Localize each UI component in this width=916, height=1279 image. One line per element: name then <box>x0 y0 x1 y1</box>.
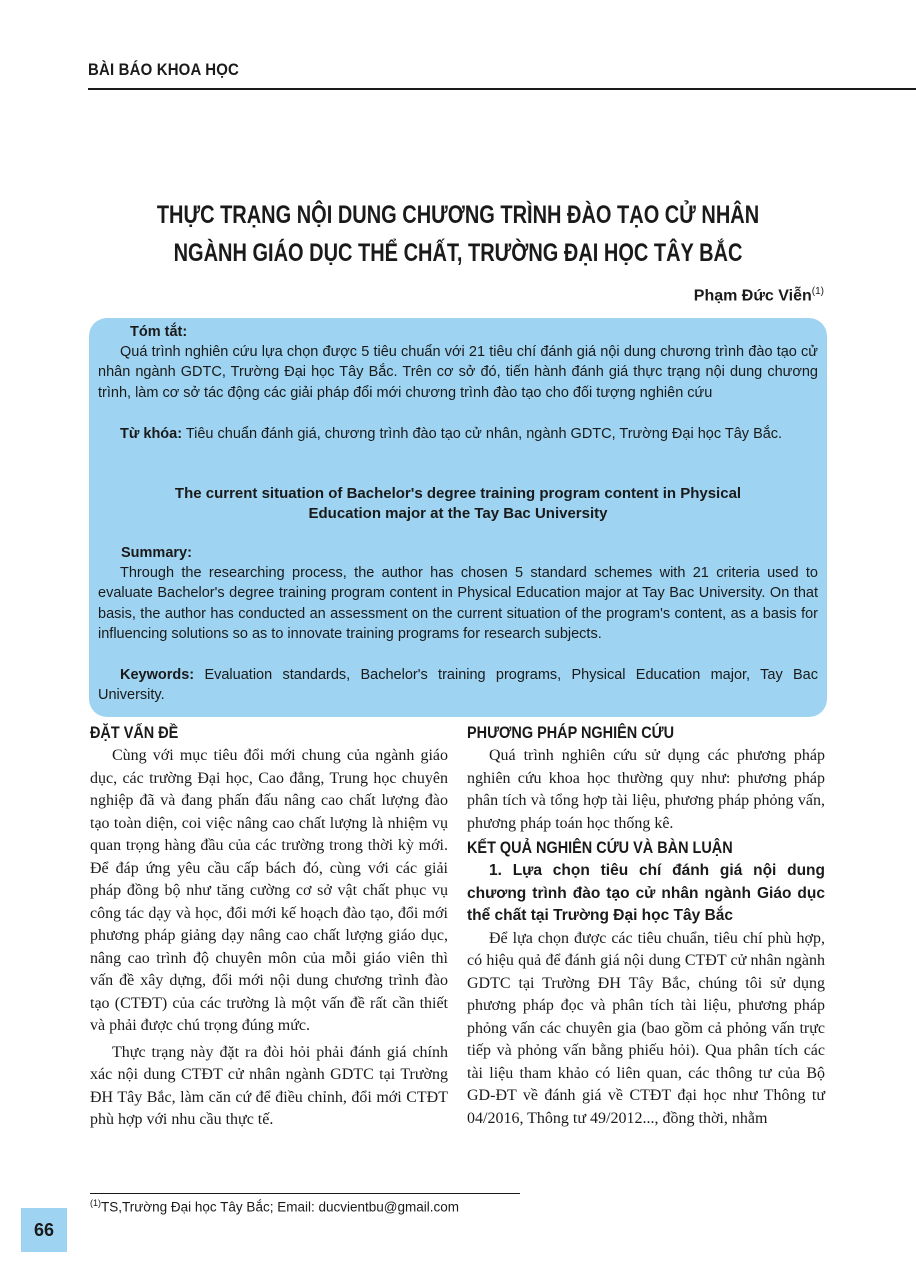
abstract-vi-keywords-text: Tiêu chuẩn đánh giá, chương trình đào tạo cử nhân, ngành GDTC, Trường Đại học Tây Bắc. <box>182 426 783 442</box>
results-paragraph: Để lựa chọn được các tiêu chuẩn, tiêu chí phù hợp, có hiệu quả để đánh giá nội dung CTĐT cử nhân ngành GDTC tại Trường ĐH Tây Bắc, chúng tôi sử dụng phương pháp đọc và phân tích tài liệu, phương pháp phỏng vấn các chuyên gia (bao gồm cả phỏng vấn trực tiếp và phỏng vấn bằng phiếu hỏi). Qua phân tích các tài liệu tham khảo có liên quan, các thông tư của Bộ GD-ĐT về đánh giá về CTĐT đại học như Thông tư 04/2016, Thông tư 49/2012..., đồng thời, nhằm <box>467 929 825 1127</box>
article-title <box>80 196 836 272</box>
abstract-en-title: The current situation of Bachelor's degree training program content in Physical Education major at the Tay Bac University <box>174 485 742 523</box>
header-rule <box>88 88 916 90</box>
journal-section-header: BÀI BÁO KHOA HỌC <box>88 60 240 79</box>
abstract-vi-heading: Tóm tắt: <box>130 324 188 340</box>
methods-paragraph: Quá trình nghiên cứu sử dụng các phương pháp nghiên cứu khoa học thường quy như: phương pháp phân tích và tổng hợp tài liệu, phương pháp phỏng vấn, phương pháp toán học thống kê. <box>467 747 825 832</box>
abstract-en-keywords-text: Evaluation standards, Bachelor's training programs, Physical Education major, Tay Bac University. <box>98 667 818 704</box>
abstract-vi-keywords-label: Từ khóa: <box>120 426 183 442</box>
abstract-en-keywords-label: Keywords: <box>120 667 195 683</box>
footnote <box>90 1198 459 1215</box>
author <box>694 286 824 305</box>
abstract-en-body: Through the researching process, the author has chosen 5 standard schemes with 21 criteria used to evaluate Bachelor's degree training program content in Physical Education major at Tay Bac University. On that basis, the author has conducted an assessment on the current situation of the program's content, as a basis for influencing solutions so as to innovate training programs for research subjects. <box>98 565 818 643</box>
page-number: 66 <box>33 1220 55 1240</box>
article-title-line-1: THỰC TRẠNG NỘI DUNG CHƯƠNG TRÌNH ĐÀO TẠO CỬ NHÂN <box>156 201 760 229</box>
section-title-results: KẾT QUẢ NGHIÊN CỨU VÀ BÀN LUẬN <box>467 838 733 857</box>
footnote-rule <box>90 1193 520 1194</box>
introduction-paragraph-1: Cùng với mục tiêu đổi mới chung của ngành giáo dục, các trường Đại học, Cao đẳng, Trung học chuyên nghiệp đã và đang phấn đấu nâng cao chất lượng đào tạo toàn diện, coi việc nâng cao chất lượng là nhiệm vụ quan trọng hàng đầu của các trường trong thời kỳ mới. Để đáp ứng yêu cầu cấp bách đó, cùng với các giải pháp đồng bộ như tăng cường cơ sở vật chất phục vụ công tác dạy và học, đổi mới kế hoạch đào tạo, đổi mới phương pháp giảng dạy nâng cao chất lượng giáo dục, nâng cao trình độ chuyên môn của mỗi giáo viên thì vấn đề xây dựng, đổi mới nội dung chương trình đào tạo (CTĐT) của các trường là một vấn đề rất cần thiết và phải được chú trọng đúng mức. <box>90 747 448 1034</box>
abstract-en-heading: Summary: <box>121 545 192 561</box>
footnote-mark: (1) <box>90 1198 101 1208</box>
author-footnote-mark: (1) <box>811 286 824 297</box>
abstract-vi-body: Quá trình nghiên cứu lựa chọn được 5 tiêu chuẩn với 21 tiêu chí đánh giá nội dung chương trình đào tạo cử nhân ngành GDTC, Trường Đại học Tây Bắc. Trên cơ sở đó, tiến hành đánh giá thực trạng nội dung chương trình, làm cơ sở tác động các giải pháp đổi mới chương trình đào tạo cho đối tượng nghiên cứu <box>98 344 818 401</box>
section-title-methods: PHƯƠNG PHÁP NGHIÊN CỨU <box>467 723 675 742</box>
section-title-introduction: ĐẶT VẤN ĐỀ <box>90 723 179 742</box>
right-column <box>467 721 825 1130</box>
left-column <box>90 721 448 1132</box>
subsection-title: 1. Lựa chọn tiêu chí đánh giá nội dung chương trình đào tạo cử nhân ngành Giáo dục thể chất tại Trường Đại học Tây Bắc <box>467 862 825 924</box>
abstract-en-keywords <box>98 665 818 706</box>
abstract-vi-keywords <box>98 424 818 444</box>
introduction-paragraph-2: Thực trạng này đặt ra đòi hỏi phải đánh giá chính xác nội dung CTĐT cử nhân ngành GDTC tại Trường ĐH Tây Bắc, làm căn cứ để điều chỉnh, đổi mới CTĐT phù hợp với nhu cầu thực tế. <box>90 1043 448 1128</box>
article-title-line-2: NGÀNH GIÁO DỤC THỂ CHẤT, TRƯỜNG ĐẠI HỌC TÂY BẮC <box>173 239 743 267</box>
footnote-text: TS,Trường Đại học Tây Bắc; Email: ducvientbu@gmail.com <box>101 1199 459 1215</box>
author-name: Phạm Đức Viễn <box>693 287 812 305</box>
